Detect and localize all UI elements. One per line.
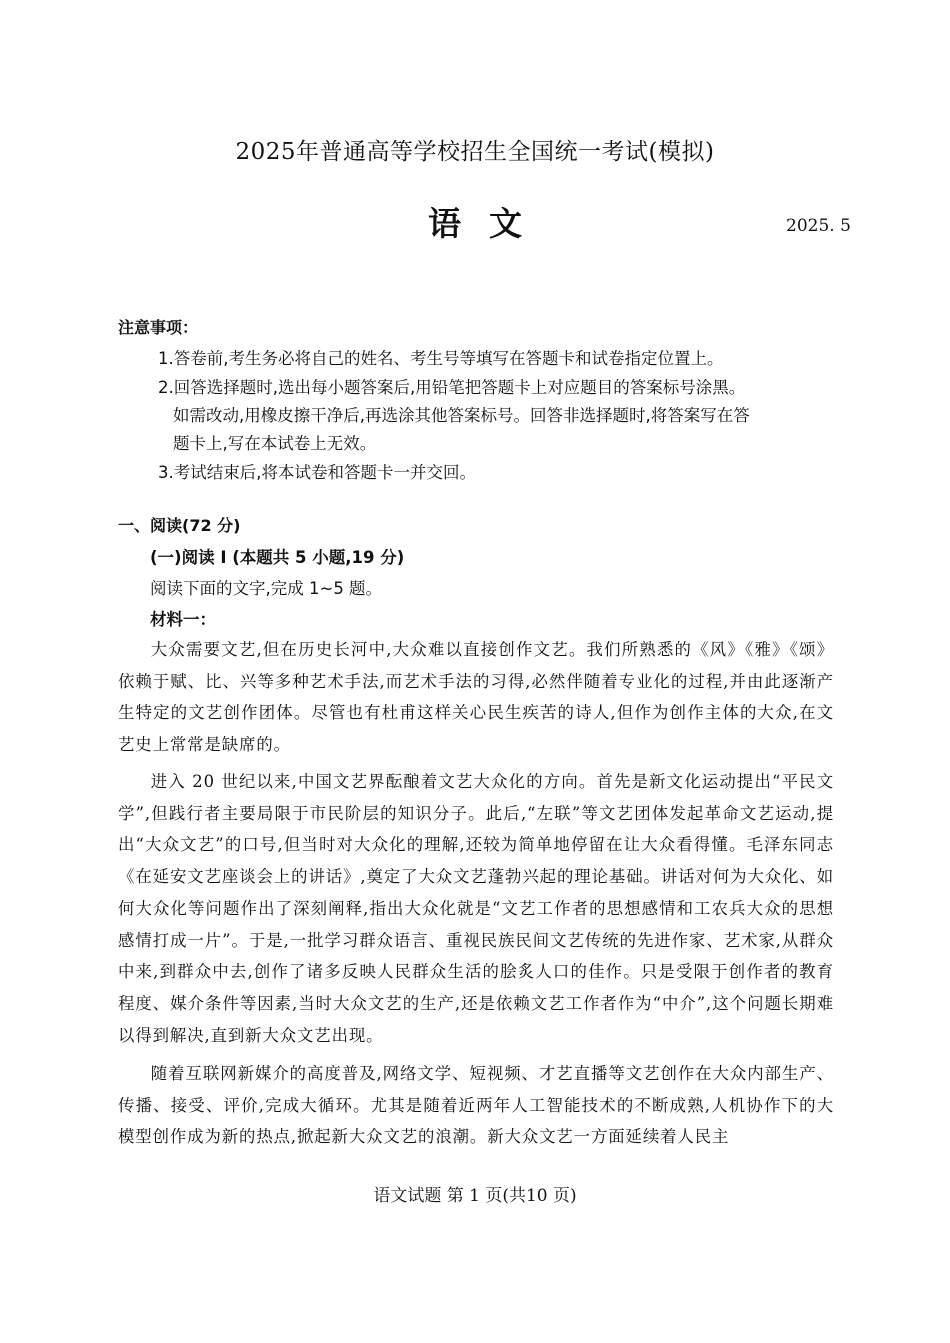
reading-instruction: 阅读下面的文字,完成 1~5 题。: [150, 579, 383, 598]
notice-heading: 注意事项：: [118, 318, 199, 337]
notice-item: 3.考试结束后,将本试卷和答题卡一并交回。: [158, 463, 476, 482]
exam-date: 2025. 5: [786, 216, 851, 236]
paragraph: 大众需要文艺,但在历史长河中,大众难以直接创作文艺。我们所熟悉的《风》《雅》《颂》依赖于赋、比、兴等多种艺术手法,而艺术手法的习得,必然伴随着专业化的过程,并由此逐渐产生特定的文艺创作团体。尽管也有杜甫这样关心民生疾苦的诗人,但作为创作主体的大众,在文艺史上常常是缺席的。: [118, 640, 834, 755]
section-heading: 一、阅读(72 分): [118, 516, 241, 535]
paragraph: 进入 20 世纪以来,中国文艺界酝酿着文艺大众化的方向。首先是新文化运动提出“平民文学”,但践行者主要局限于市民阶层的知识分子。此后,“左联”等文艺团体发起革命文艺运动,提出“大众文艺”的口号,但当时对大众化的理解,还较为简单地停留在让大众看得懂。毛泽东同志《在延安文艺座谈会上的讲话》,奠定了大众文艺蓬勃兴起的理论基础。讲话对何为大众化、如何大众化等问题作出了深刻阐释,指出大众化就是“文艺工作者的思想感情和工农兵大众的思想感情打成一片”。于是,一批学习群众语言、重视民族民间文艺传统的先进作家、艺术家,从群众中来,到群众中去,创作了诸多反映人民群众生活的脍炙人口的佳作。只是受限于创作者的教育程度、媒介条件等因素,当时大众文艺的生产,还是依赖文艺工作者作为“中介”,这个问题长期难以得到解决,直到新大众文艺出现。: [118, 772, 834, 1045]
subsection-heading: (一)阅读 I (本题共 5 小题,19 分): [150, 548, 405, 567]
material-heading: 材料一：: [150, 610, 216, 629]
subject-title: 语文: [428, 204, 550, 243]
page-footer: 语文试题 第 1 页(共10 页): [373, 1186, 577, 1206]
notice-item: 题卡上,写在本试卷上无效。: [173, 434, 377, 453]
notice-item: 1.答卷前,考生务必将自己的姓名、考生号等填写在答题卡和试卷指定位置上。: [158, 349, 724, 368]
notice-item: 如需改动,用橡皮擦干净后,再选涂其他答案标号。回答非选择题时,将答案写在答: [173, 406, 750, 425]
paragraph: 随着互联网新媒介的高度普及,网络文学、短视频、才艺直播等文艺创作在大众内部生产、传播、接受、评价,完成大循环。尤其是随着近两年人工智能技术的不断成熟,人机协作下的大模型创作成为新的热点,掀起新大众文艺的浪潮。新大众文艺一方面延续着人民主: [118, 1064, 834, 1147]
notice-item: 2.回答选择题时,选出每小题答案后,用铅笔把答题卡上对应题目的答案标号涂黑。: [158, 378, 746, 397]
exam-title: 2025年普通高等学校招生全国统一考试(模拟): [235, 139, 715, 165]
